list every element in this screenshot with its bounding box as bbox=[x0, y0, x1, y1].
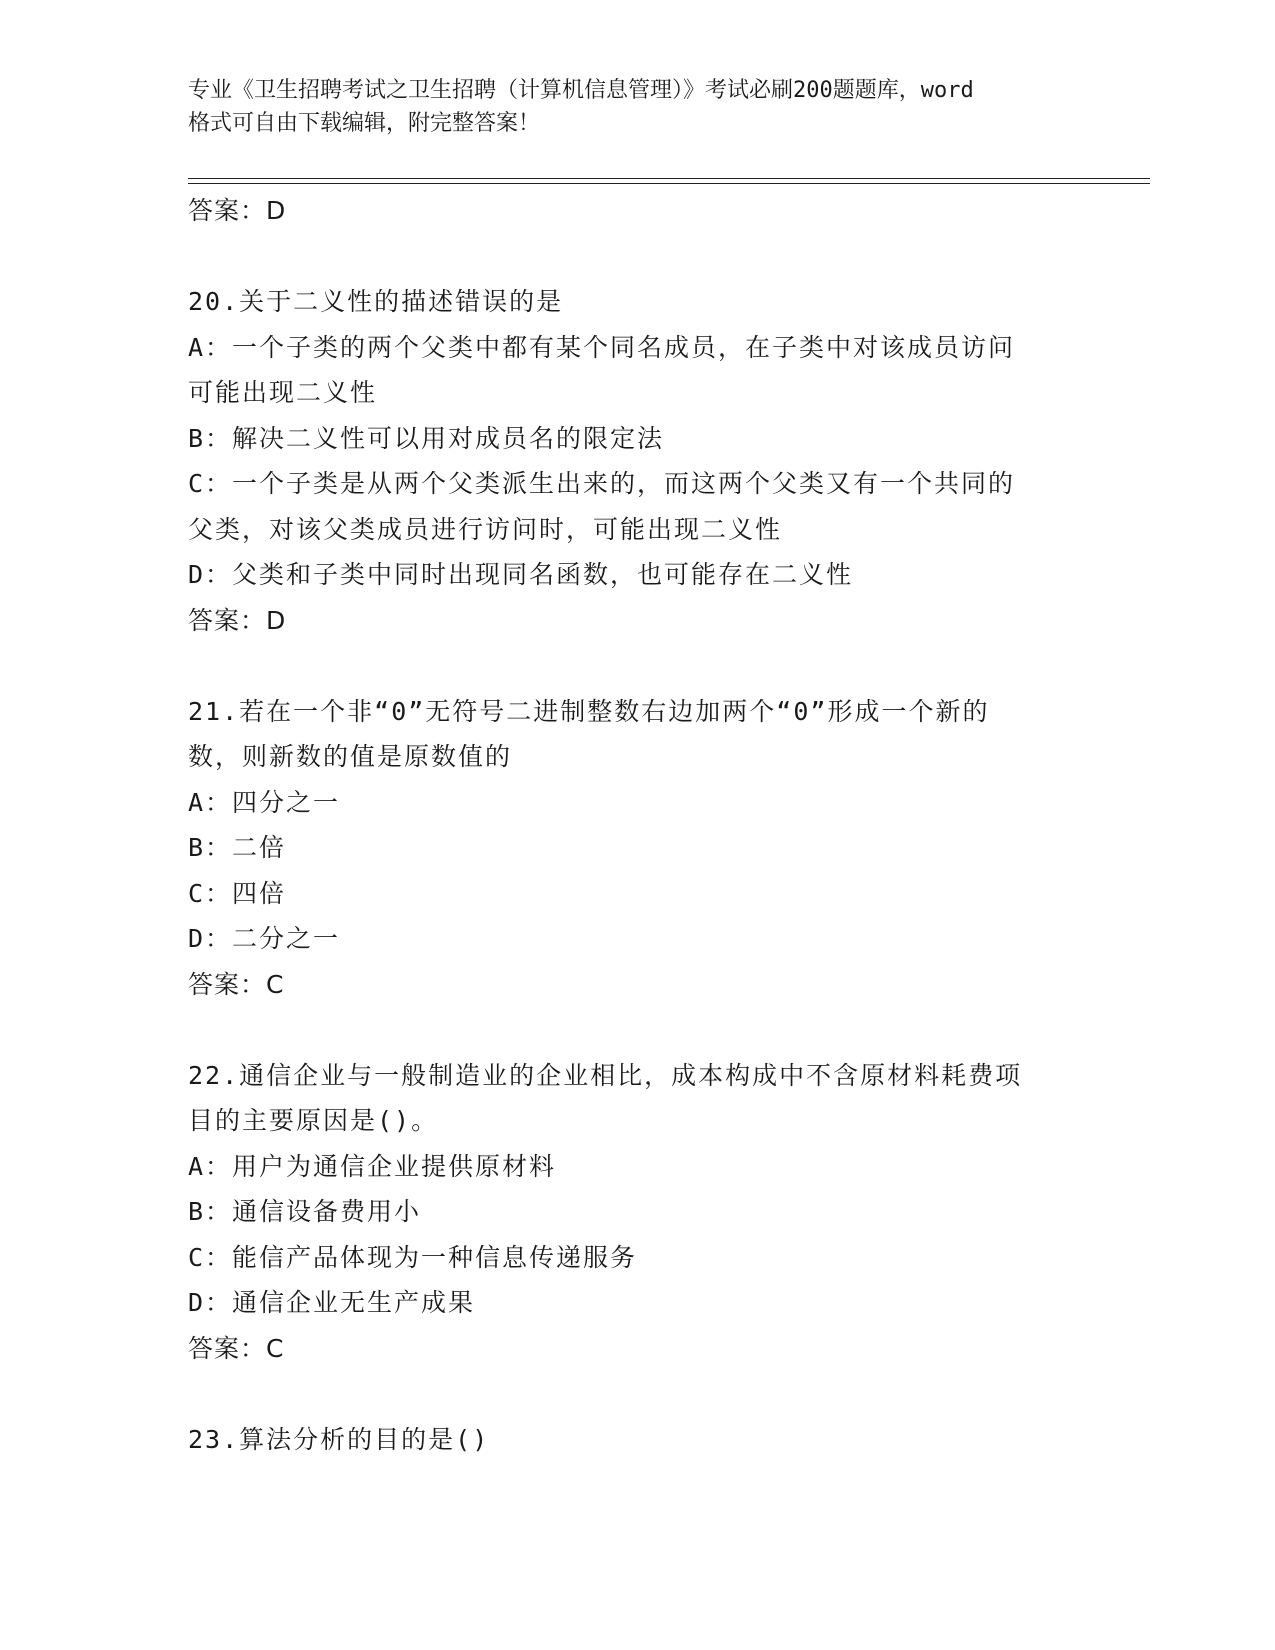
header-line-1: 专业《卫生招聘考试之卫生招聘（计算机信息管理）》考试必刷200题题库，word bbox=[188, 78, 974, 103]
question-block bbox=[188, 689, 1088, 1008]
document-header bbox=[188, 74, 1088, 140]
spacer bbox=[188, 643, 1088, 689]
option-d-line: D：父类和子类中同时出现同名函数，也可能存在二义性 bbox=[188, 560, 854, 589]
answer-line: 答案：C bbox=[188, 1333, 285, 1363]
header-divider-top bbox=[188, 178, 1150, 179]
header-divider-bottom bbox=[188, 183, 1150, 184]
spacer bbox=[188, 1007, 1088, 1053]
question-stem-line: 数，则新数的值是原数值的 bbox=[188, 742, 513, 771]
question-block bbox=[188, 1417, 1088, 1463]
option-d-line: D：通信企业无生产成果 bbox=[188, 1288, 476, 1317]
question-list bbox=[188, 188, 1088, 1462]
option-a-line: A：四分之一 bbox=[188, 787, 341, 817]
question-stem-line: 21.若在一个非“0”无符号二进制整数右边加两个“0”形成一个新的 bbox=[188, 696, 990, 726]
option-c-line: C：一个子类是从两个父类派生出来的，而这两个父类又有一个共同的 bbox=[188, 469, 1016, 498]
option-c-line: C：四倍 bbox=[188, 878, 287, 908]
question-block bbox=[188, 1053, 1088, 1372]
option-a-line: A：一个子类的两个父类中都有某个同名成员，在子类中对该成员访问 bbox=[188, 332, 1016, 362]
option-b-line: B：二倍 bbox=[188, 833, 287, 862]
question-stem-line: 目的主要原因是()。 bbox=[188, 1106, 439, 1135]
option-c-line: 父类，对该父类成员进行访问时，可能出现二义性 bbox=[188, 514, 783, 544]
option-b-line: B：解决二义性可以用对成员名的限定法 bbox=[188, 423, 665, 453]
question-block bbox=[188, 279, 1088, 643]
spacer bbox=[188, 234, 1088, 280]
spacer bbox=[188, 1371, 1088, 1417]
header-line-2: 格式可自由下载编辑，附完整答案！ bbox=[188, 111, 541, 136]
option-a-line: A：用户为通信企业提供原材料 bbox=[188, 1151, 557, 1181]
question-stem-line: 22.通信企业与一般制造业的企业相比，成本构成中不含原材料耗费项 bbox=[188, 1060, 1023, 1090]
question-stem-line: 20.关于二义性的描述错误的是 bbox=[188, 287, 564, 316]
option-d-line: D：二分之一 bbox=[188, 924, 341, 953]
answer-line: 答案：D bbox=[188, 605, 287, 635]
question-stem-line: 23.算法分析的目的是() bbox=[188, 1424, 490, 1454]
answer-line: 答案：D bbox=[188, 196, 287, 225]
option-c-line: C：能信产品体现为一种信息传递服务 bbox=[188, 1242, 638, 1272]
option-b-line: B：通信设备费用小 bbox=[188, 1197, 422, 1226]
option-a-line: 可能出现二义性 bbox=[188, 378, 378, 407]
answer-line: 答案：C bbox=[188, 969, 285, 999]
